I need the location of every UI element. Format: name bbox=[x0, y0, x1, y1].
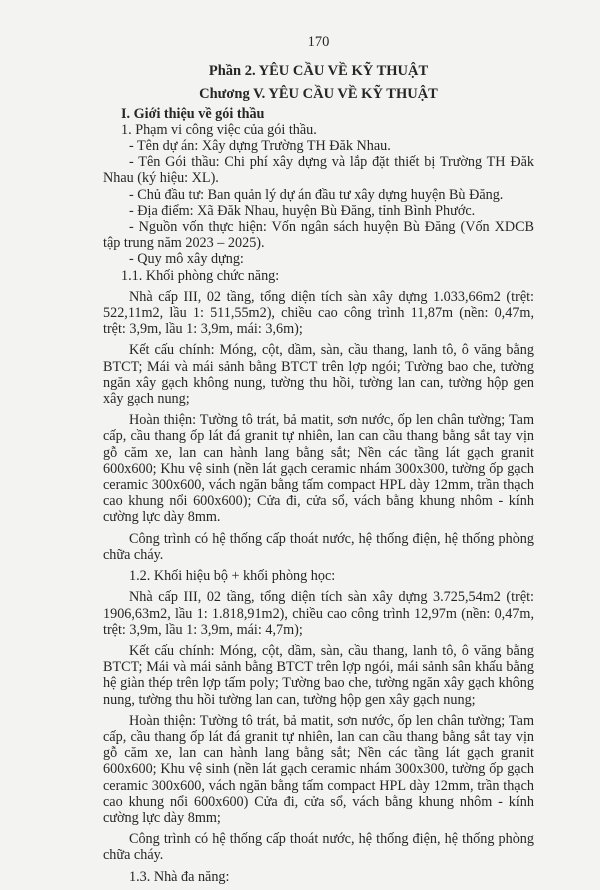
document-page bbox=[103, 34, 534, 890]
page-number: 170 bbox=[307, 34, 330, 50]
paragraph: Công trình có hệ thống cấp thoát nước, hệ thống điện, hệ thống phòng chữa cháy. bbox=[103, 831, 534, 864]
part-title: Phần 2. YÊU CẦU VỀ KỸ THUẬT bbox=[208, 63, 429, 80]
paragraph: Hoàn thiện: Tường tô trát, bả matit, sơn nước, ốp len chân tường; Tam cấp, cầu thang ốp lát đá granit tự nhiên, lan can cầu thang bằng sắt tay vịn gỗ căm xe, lan can hành lang bằng sắt; Nền các tầng lát gạch granit 600x600; Khu vệ sinh (nền lát gạch ceramic nhám 300x300, tường ốp gạch ceramic 300x600, vách ngăn bằng tấm compact HPL dày 12mm, trần thạch cao khung nổi 600x600) Cửa đi, cửa sổ, vách bằng khung nhôm - kính cường lực dày 8mm; bbox=[103, 712, 534, 826]
paragraph: - Tên dự án: Xây dựng Trường TH Đăk Nhau. bbox=[129, 138, 391, 155]
paragraph: Nhà cấp III, 02 tầng, tổng diện tích sàn xây dựng 1.033,66m2 (trệt: 522,11m2, lầu 1: 511,55m2), chiều cao công trình 11,87m (nền: 0,47m, trệt: 3,9m, lầu 1: 3,9m, mái: 3,6m); bbox=[103, 288, 534, 338]
paragraph: Kết cấu chính: Móng, cột, dầm, sàn, cầu thang, lanh tô, ô văng bằng BTCT; Mái và mái sảnh bằng BTCT trên lợp ngói; Tường bao che, tường ngăn xây gạch không nung, tường thu hồi, tường lan can, tường hộp gen xây gạch nung; bbox=[103, 342, 534, 408]
paragraph: 1.3. Nhà đa năng: bbox=[129, 868, 230, 885]
paragraph: - Tên Gói thầu: Chi phí xây dựng và lắp đặt thiết bị Trường TH Đăk Nhau (ký hiệu: XL). bbox=[103, 154, 534, 187]
paragraph: Kết cấu chính: Móng, cột, dầm, sàn, cầu thang, lanh tô, ô văng bằng BTCT; Mái và mái sảnh bằng BTCT trên lợp ngói, mái sảnh sân khấu bằng hệ giàn thép trên lợp tấm poly; Tường bao che, tường ngăn xây gạch không nung, tường thu hồi tường lan can, tường hộp gen xây gạch nung; bbox=[103, 642, 534, 708]
paragraph: Nhà cấp III, 02 tầng, tổng diện tích sàn xây dựng 3.725,54m2 (trệt: 1906,63m2, lầu 1: 1.818,91m2), chiều cao công trình 12,97m (nền: 0,47m, trệt: 3,9m, lầu 1: 3,9m, mái: 4,7m); bbox=[103, 589, 534, 638]
chapter-title: Chương V. YÊU CẦU VỀ KỸ THUẬT bbox=[199, 86, 438, 103]
paragraph: 1.2. Khối hiệu bộ + khối phòng học: bbox=[129, 568, 336, 585]
paragraph: - Địa điểm: Xã Đăk Nhau, huyện Bù Đăng, tỉnh Bình Phước. bbox=[129, 202, 476, 219]
paragraph: 1. Phạm vi công việc của gói thầu. bbox=[121, 121, 317, 138]
paragraph: - Nguồn vốn thực hiện: Vốn ngân sách huyện Bù Đăng (Vốn XDCB tập trung năm 2023 – 2025). bbox=[103, 219, 534, 252]
paragraph: - Quy mô xây dựng: bbox=[129, 251, 244, 268]
paragraph: Công trình có hệ thống cấp thoát nước, hệ thống điện, hệ thống phòng chữa cháy. bbox=[103, 530, 534, 563]
section-title: I. Giới thiệu về gói thầu bbox=[121, 105, 265, 122]
paragraph: Hoàn thiện: Tường tô trát, bả matit, sơn nước, ốp len chân tường; Tam cấp, cầu thang ốp lát đá granit tự nhiên, lan can cầu thang bằng sắt tay vịn gỗ căm xe, lan can hành lang bằng sắt; Nền các tầng lát gạch granit 600x600; Khu vệ sinh (nền lát gạch ceramic nhám 300x300, tường ốp gạch ceramic 300x600, vách ngăn bằng tấm compact HPL dày 12mm, trần thạch cao khung nổi 600x600); Cửa đi, cửa sổ, vách bằng khung nhôm - kính cường lực dày 8mm. bbox=[103, 412, 534, 526]
paragraph: - Chủ đầu tư: Ban quản lý dự án đầu tư xây dựng huyện Bù Đăng. bbox=[129, 186, 504, 203]
paragraph: 1.1. Khối phòng chức năng: bbox=[121, 267, 280, 284]
